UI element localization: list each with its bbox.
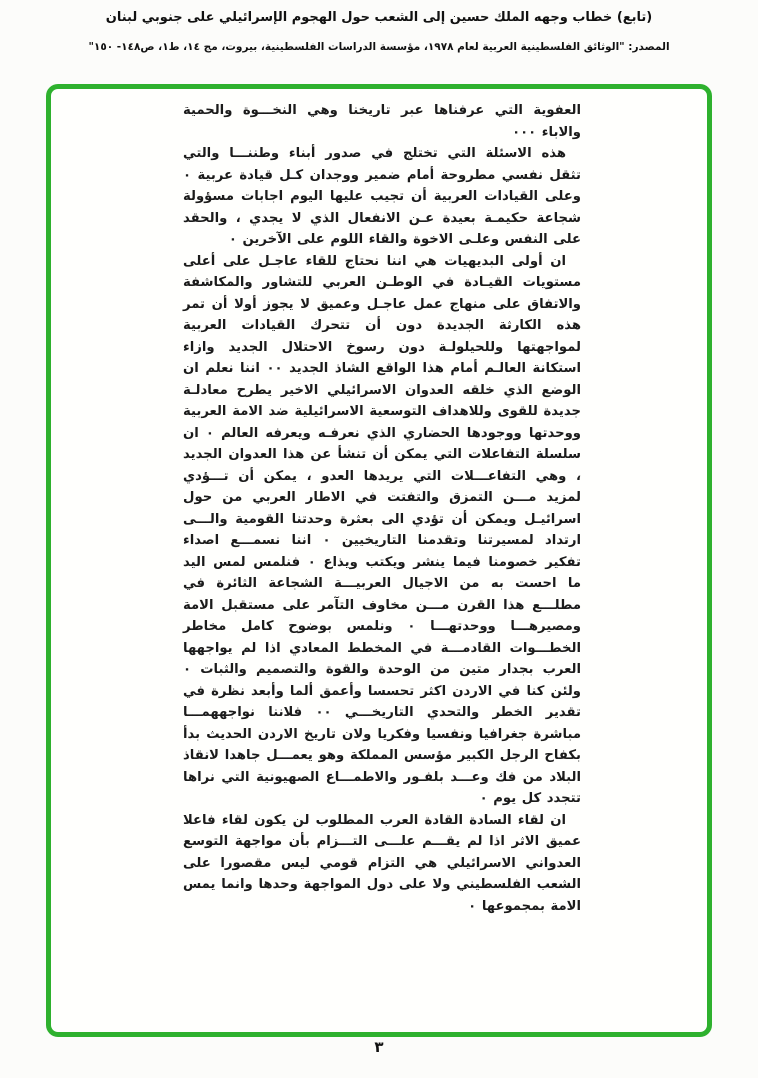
document-body bbox=[183, 100, 581, 917]
paragraph: العفوية التي عرفناها عبر تاريخنا وهي النخـــوة والحمية والاباء ٠٠٠ bbox=[183, 103, 581, 140]
paragraph: هذه الاسئلة التي تختلج في صدور أبناء وطننـــا والتي تثقل نفسي مطروحة أمام ضمير ووجدان كـل قيادة عربية ٠ وعلى القيادات العربية أن تجيب عليها اليوم اجابات مسؤولة شجاعة حكيمـة بعيدة عـن الانفعال الذي لا يجدي ، والحقد على النفس وعلـى الاخوة والقاء اللوم على الآخرين ٠ bbox=[183, 146, 581, 247]
document-source: المصدر: "الوثائق الفلسطينية العربية لعام ١٩٧٨، مؤسسة الدراسات الفلسطينية، بيروت، مج ١٤، ط١، ص١٤٨- ١٥٠" bbox=[88, 41, 670, 53]
paragraph: ان أولى البديهيات هي اننا نحتاج للقاء عاجـل على أعلى مستويات القيـادة في الوطـن العربي للتشاور والمكاشفة والاتفاق على منهاج عمل عاجـل وعميق لا يجوز أولا أن تمر هذه الكارثة الجديدة دون أن تتحرك القيادات العربية لمواجهتها وللحيلولـة دون رسوخ الاحتلال الجديد وازاء استكانة العالـم أمام هذا الواقع الشاذ الجديد ٠٠ اننا نعلم ان الوضع الذي خلقه العدوان الاسرائيلي الاخير يطرح معادلـة جديدة للقوى وللاهداف التوسعية الاسرائيلية ضد الامة العربية ووحدتها ووجودها الحضاري الذي نعرفـه ويعرفه العالم ٠ ان سلسلة التفاعلات التي يمكن أن تنشأ عن هذا العدوان الجديد ، وهي التفاعـــلات التي يريدها العدو ، يمكن أن تـــؤدي لمزيد مـــن التمزق والتفتت في الاطار العربي من حول اسرائيـل ويمكن أن تؤدي الى بعثرة وحدتنا القومية والـــى ارتداد لمسيرتنا وتقدمنا التاريخيين ٠ اننا نسمـــع اصداء تفكير خصومنا فيما ينشر ويكتب ويذاع ٠ فنلمس لمس اليد ما احست به من الاجيال العربيـــة الشجاعة الثائرة في مطلـــع هذا القرن مـــن مخاوف التآمر على مستقبل الامة ومصيرهـــا ووحدتهـــا ٠ ونلمس بوضوح كامل مخاطر الخطـــوات القادمـــة في المخطط المعادي اذا لم يواجهها العرب بجدار متين من الوحدة والقوة والتصميم والثبات ٠ ولئن كنا في الاردن اكثر تحسسا وأعمق ألما وأبعد نظرة في تقدير الخطر والتحدي التاريخـــي ٠٠ فلاننا نواجههمـــا مباشرة جغرافيا ونفسيا وفكريا ولان تاريخ الاردن الحديث بدأ بكفاح الرجل الكبير مؤسس المملكة وهو يعمـــل جاهدا لانقاذ البلاد من فك وعـــد بلفـور والاطمـــاع الصهيونية التي نراها تتجدد كل يوم ٠ bbox=[183, 253, 582, 806]
page-number: ٣ bbox=[374, 1038, 384, 1056]
document-header bbox=[0, 10, 758, 53]
paragraph: ان لقاء السادة القادة العرب المطلوب لن يكون لقاء فاعلا عميق الاثر اذا لم يقـــم علـــى التـــزام بأن مواجهة التوسع العدواني الاسرائيلي هي التزام قومي ليس مقصورا على الشعب الفلسطيني ولا على دول المواجهة وحدها وانما يمس الامة بمجموعها ٠ bbox=[183, 812, 581, 914]
document-title: (تابع) خطاب وجهه الملك حسين إلى الشعب حول الهجوم الإسرائيلي على جنوبي لبنان bbox=[105, 10, 653, 25]
